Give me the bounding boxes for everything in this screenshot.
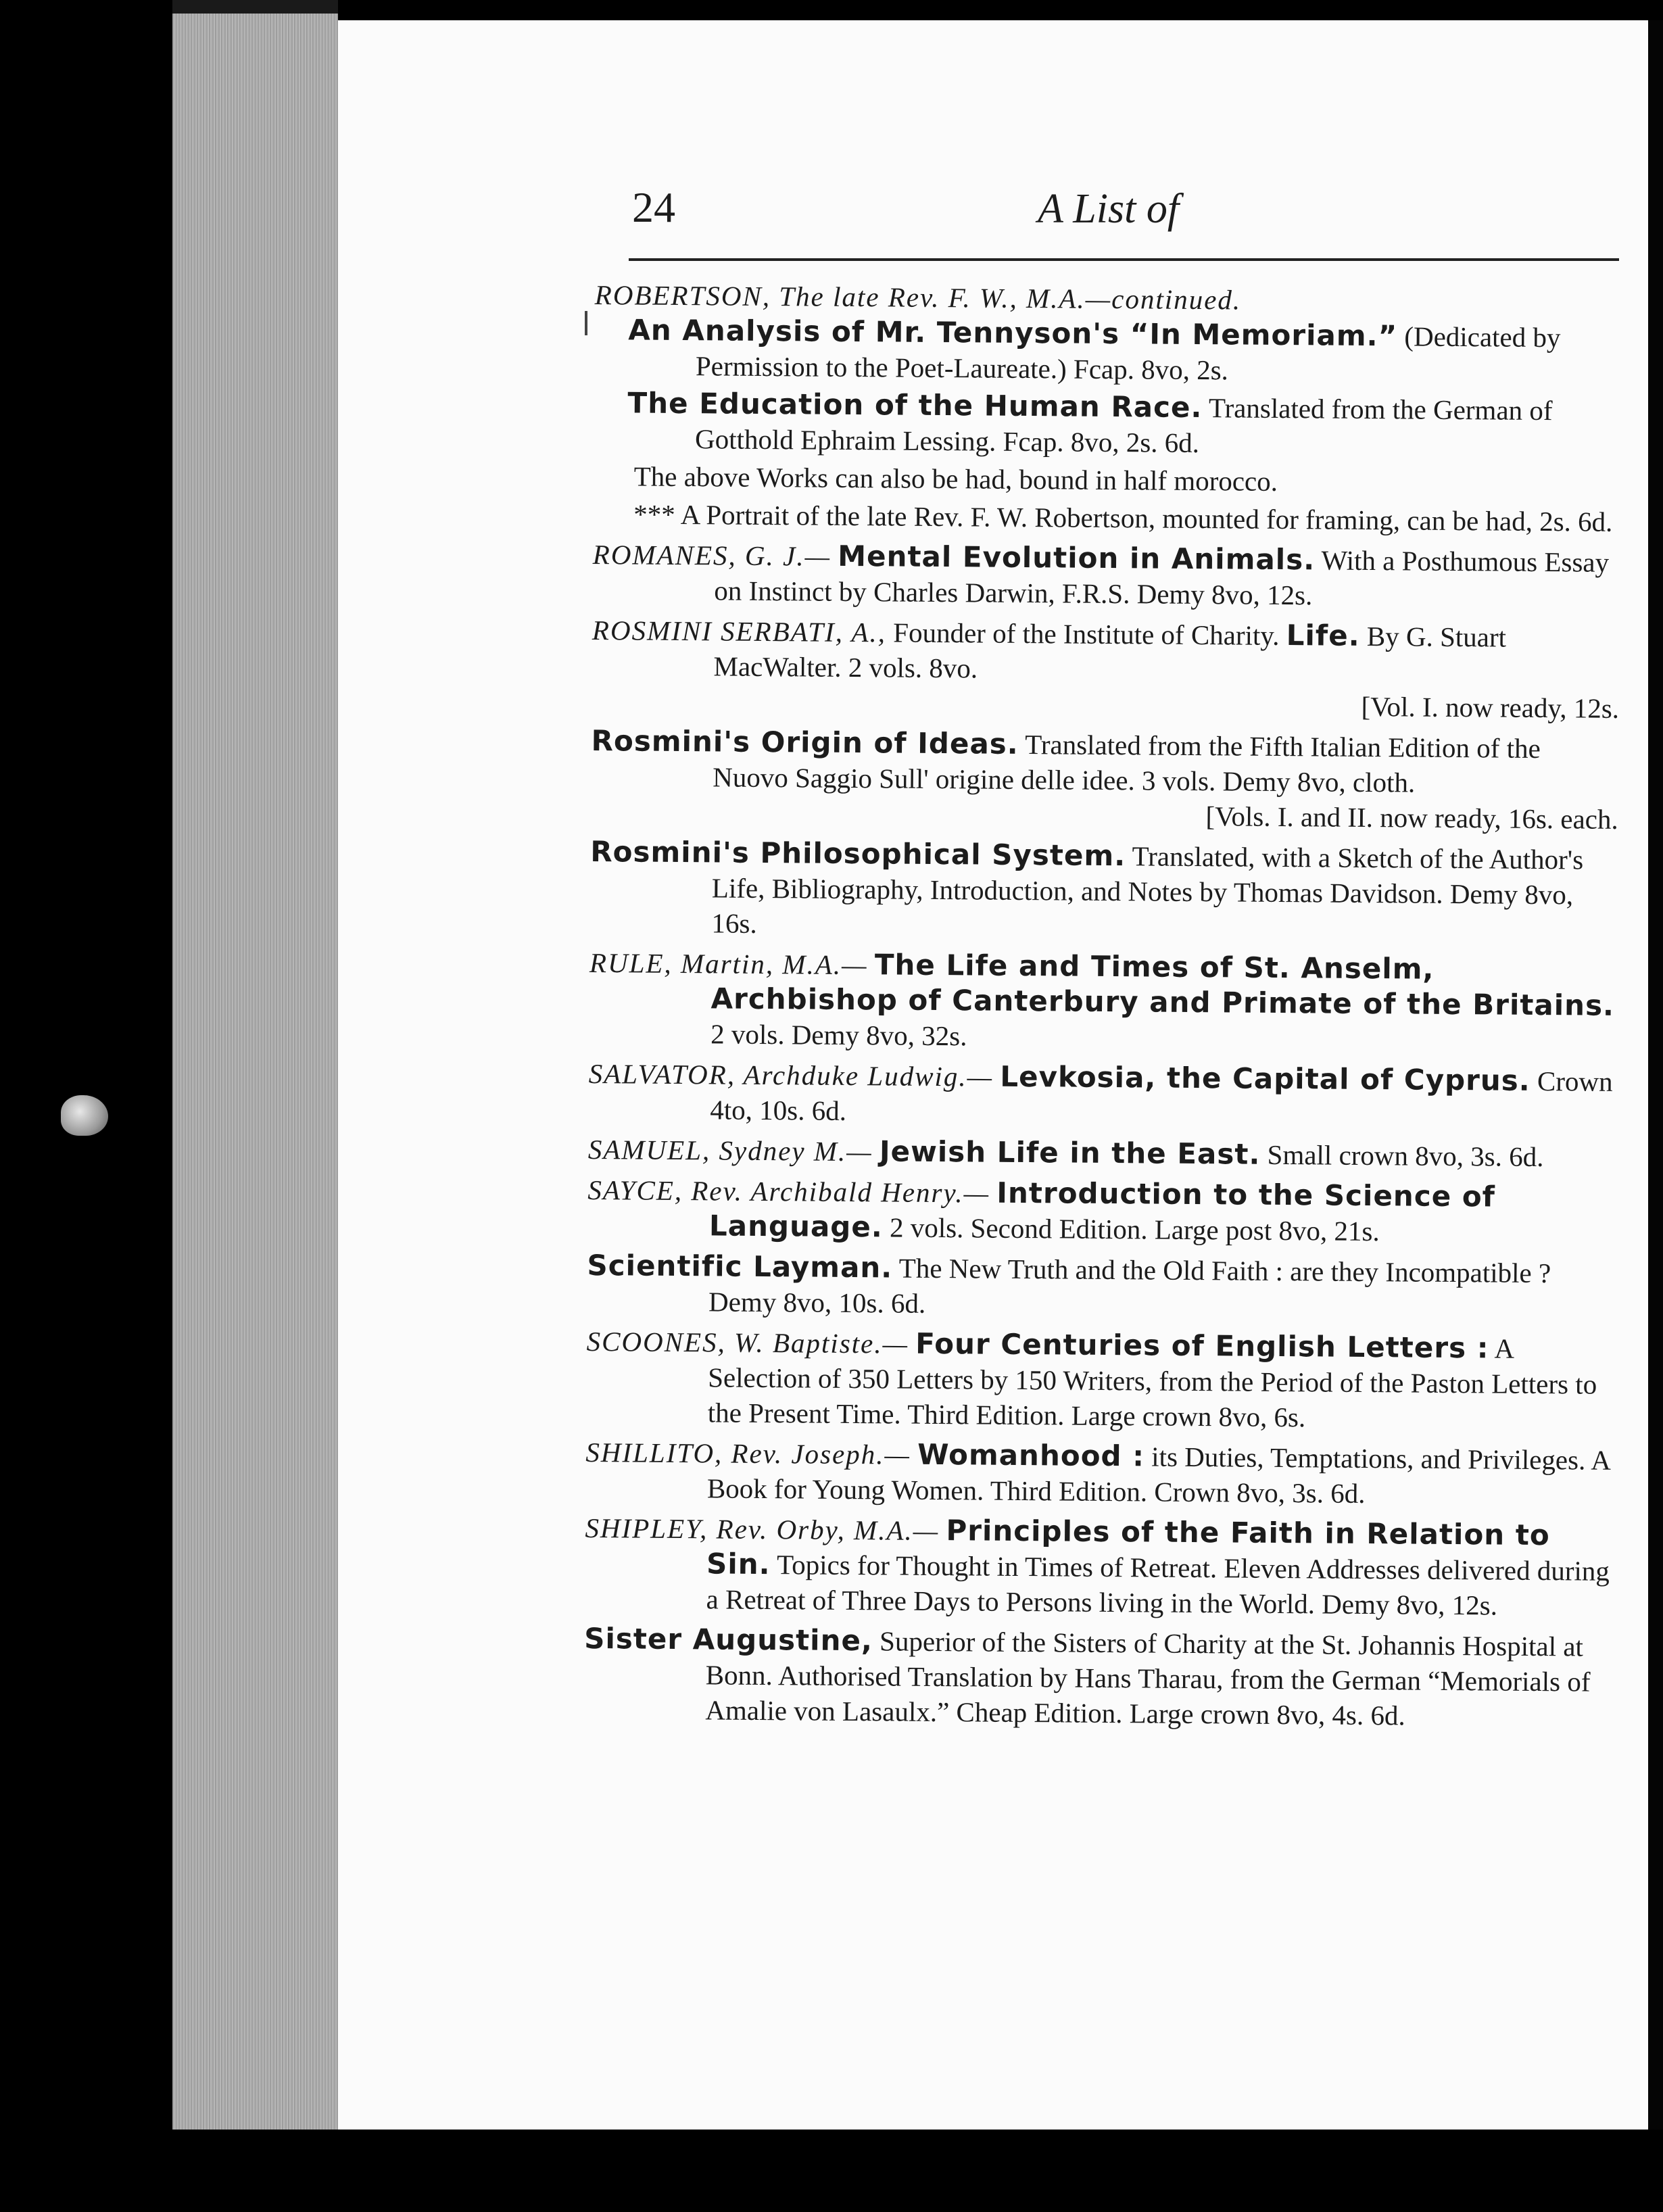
list-item xyxy=(587,1172,1616,1251)
work-details: Small crown 8vo, 3s. 6d. xyxy=(1267,1138,1544,1173)
author-name: SHILLITO, Rev. Joseph.— xyxy=(585,1436,911,1470)
list-item xyxy=(592,537,1620,615)
binding-mark xyxy=(585,311,587,335)
work-entry xyxy=(594,312,1622,391)
list-item xyxy=(592,612,1620,726)
note: *** A Portrait of the late Rev. F. W. Robertson, mounted for framing, can be had, 2s. 6d. xyxy=(633,498,1613,537)
list-item xyxy=(588,1056,1616,1134)
work-details: Crown 4to, 10s. 6d. xyxy=(710,1065,1613,1126)
list-item xyxy=(588,1132,1616,1175)
list-item xyxy=(587,1248,1615,1326)
work-details: By G. Stuart MacWalter. 2 vols. 8vo. xyxy=(713,620,1507,684)
work-title: Mental Evolution in Animals. xyxy=(838,539,1316,577)
list-item xyxy=(589,945,1617,1059)
catalogue-list xyxy=(583,277,1622,1740)
work-title: Four Centuries of English Letters : xyxy=(915,1326,1489,1365)
list-item xyxy=(593,277,1622,539)
work-details: 2 vols. Second Edition. Large post 8vo, 21s. xyxy=(889,1211,1380,1247)
work-title: Scientific Layman. xyxy=(587,1248,893,1284)
work-details: Founder of the Institute of Charity. xyxy=(893,617,1280,651)
author-name: ROBERTSON, The late Rev. F. W., M.A.—continued. xyxy=(594,279,1242,316)
work-details: 2 vols. Demy 8vo, 32s. xyxy=(710,1018,967,1052)
author-name: SAYCE, Rev. Archibald Henry.— xyxy=(587,1174,990,1209)
work-title: Womanhood : xyxy=(917,1437,1145,1473)
work-details: A Selection of 350 Letters by 150 Writers, from the Period of the Paston Letters to the Present Time. Third Edition. Large crown 8vo, 6s. xyxy=(707,1332,1597,1433)
list-item xyxy=(584,1510,1612,1624)
note: The above Works can also be had, bound in half morocco. xyxy=(633,460,1278,497)
author-name: SALVATOR, Archduke Ludwig.— xyxy=(588,1057,994,1092)
author-name: SAMUEL, Sydney M.— xyxy=(587,1133,873,1168)
work-title: Sister Augustine, xyxy=(583,1621,873,1658)
list-item xyxy=(583,1621,1612,1735)
list-item xyxy=(586,1324,1614,1437)
page-number: 24 xyxy=(632,183,675,231)
work-details: With a Posthumous Essay on Instinct by Charles Darwin, F.R.S. Demy 8vo, 12s. xyxy=(714,544,1610,611)
work-details: The New Truth and the Old Faith : are they Incompatible ? Demy 8vo, 10s. 6d. xyxy=(708,1252,1551,1319)
author-name: ROSMINI SERBATI, A., xyxy=(592,614,887,648)
author-name: SCOONES, W. Baptiste.— xyxy=(586,1325,909,1360)
availability-note: [Vol. I. now ready, 12s. xyxy=(1361,690,1620,724)
work-title: The Life and Times of St. Anselm, Archbishop of Canterbury and Primate of the Britains. xyxy=(710,948,1615,1022)
work-details: Translated, with a Sketch of the Author's Life, Bibliography, Introduction, and Notes by Thomas Davidson. Demy 8vo, 16s. xyxy=(711,840,1584,939)
work-details: Superior of the Sisters of Charity at the St. Johannis Hospital at Bonn. Authorised Translation by Hans Tharau, from the German “Memorials of Amalie von Lasaulx.” Cheap Edition. Large crown 8vo, 4s. 6d. xyxy=(705,1625,1591,1731)
list-item xyxy=(591,723,1619,837)
work-details: its Duties, Temptations, and Privileges. A Book for Young Women. Third Edition. Crown 8vo, 3s. 6d. xyxy=(706,1441,1610,1510)
scan-smudge xyxy=(61,1095,108,1136)
work-title: Introduction to the Science of Language. xyxy=(708,1176,1496,1244)
list-item xyxy=(589,834,1618,948)
work-title: Principles of the Faith in Relation to Sin. xyxy=(706,1514,1550,1581)
work-title: Rosmini's Origin of Ideas. xyxy=(591,723,1019,761)
running-title: A List of xyxy=(1038,186,1180,232)
work-title: An Analysis of Mr. Tennyson's “In Memoriam.” xyxy=(628,313,1398,353)
bottom-scan-border xyxy=(0,2130,1663,2212)
work-details: Translated from the German of Gotthold Ephraim Lessing. Fcap. 8vo, 2s. 6d. xyxy=(694,392,1553,459)
work-title: Levkosia, the Capital of Cyprus. xyxy=(1000,1059,1531,1097)
author-name: ROMANES, G. J.— xyxy=(592,538,832,572)
work-title: Life. xyxy=(1286,619,1360,652)
work-title: Jewish Life in the East. xyxy=(879,1134,1261,1171)
page-header xyxy=(632,183,1626,257)
work-entry xyxy=(594,385,1622,464)
book-page-edges xyxy=(172,14,338,2143)
availability-note: [Vols. I. and II. now ready, 16s. each. xyxy=(1205,800,1618,835)
list-item xyxy=(585,1435,1614,1513)
work-details: Topics for Thought in Times of Retreat. Eleven Addresses delivered during a Retreat of Three Days to Persons living in the World. Demy 8vo, 12s. xyxy=(706,1549,1610,1621)
work-title: Rosmini's Philosophical System. xyxy=(590,834,1126,873)
author-name: SHIPLEY, Rev. Orby, M.A.— xyxy=(585,1512,940,1547)
work-details: Translated from the Fifth Italian Edition of the Nuovo Saggio Sull' origine delle idee. 3 vols. Demy 8vo, cloth. xyxy=(713,729,1541,798)
work-details: (Dedicated by Permission to the Poet-Laureate.) Fcap. 8vo, 2s. xyxy=(695,320,1561,386)
right-scan-border xyxy=(1648,20,1663,2212)
author-name: RULE, Martin, M.A.— xyxy=(589,946,868,981)
work-title: The Education of the Human Race. xyxy=(627,386,1203,425)
header-rule xyxy=(629,258,1619,261)
